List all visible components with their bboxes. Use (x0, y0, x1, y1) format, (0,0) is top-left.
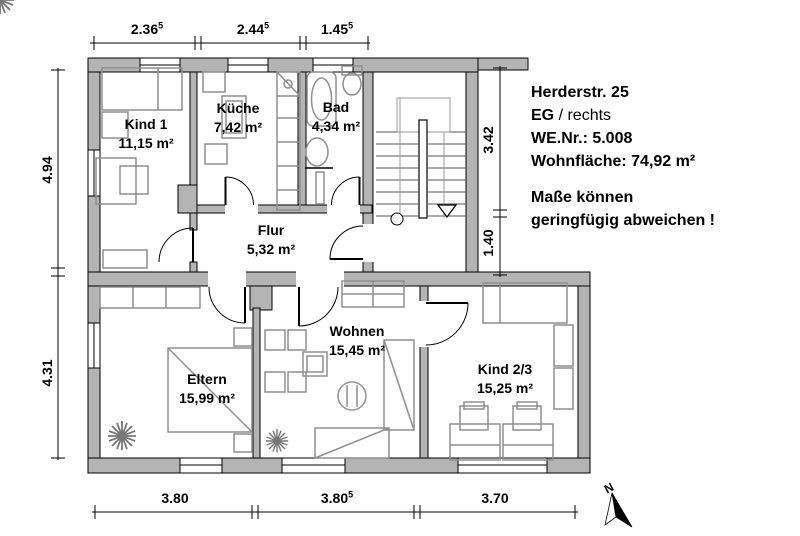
chair-kueche-2 (205, 144, 227, 164)
room-label-wohnen: Wohnen 15,45 m² (328, 323, 386, 358)
wall-stub-eltern-wohnen (250, 286, 272, 310)
desk-kind1 (96, 158, 136, 204)
room-label-kind23: Kind 2/3 15,25 m² (476, 361, 534, 396)
door-eltern (209, 287, 245, 323)
chest-kind1 (103, 250, 147, 268)
dim-chain-bottom (92, 505, 578, 519)
plant-icon (0, 0, 14, 14)
room-label-kind1: Kind 1 11,15 m² (118, 116, 174, 151)
dim-right-1: 3.42 (480, 126, 496, 154)
dim-left-1: 4.94 (39, 156, 55, 184)
info-note-line1: Maße können (531, 189, 634, 206)
stair-down-arrow (438, 205, 456, 217)
wall-right (578, 272, 590, 458)
chair-wohnen-3 (265, 372, 285, 392)
side-table-round (338, 382, 366, 410)
north-label: N (601, 479, 617, 497)
shelf-kind23-2 (554, 368, 573, 409)
door-bad (332, 177, 360, 205)
staircase (376, 98, 466, 225)
furniture-kueche (203, 72, 300, 210)
room-label-flur: Flur 5,32 m² (246, 222, 296, 257)
wall-pier-kind1 (178, 185, 197, 213)
nightstand-eltern-2 (234, 434, 252, 452)
info-floor: EG / rechts (531, 107, 612, 124)
dim-bottom-1: 3.80 (161, 490, 189, 506)
dim-chain-top (90, 36, 370, 50)
chair-wohnen-1 (265, 330, 285, 350)
toilet (343, 73, 361, 95)
wall-left (88, 72, 100, 458)
dim-bottom-3: 3.70 (481, 490, 509, 506)
radiator-bad (316, 172, 324, 204)
room-label-kueche: Küche 7,42 m² (213, 100, 263, 135)
bed-kind1 (102, 68, 182, 110)
chair-wohnen-2 (288, 330, 306, 350)
wall-stairwell-right (466, 72, 478, 272)
dim-top-3: 1.45$^5$ (320, 20, 354, 37)
door-entry (330, 226, 363, 259)
chair-kueche-1 (203, 72, 225, 92)
info-address: Herderstr. 25 (531, 84, 629, 101)
dim-left-2: 4.31 (39, 359, 55, 387)
dim-top-2: 2.44$^5$ (236, 20, 270, 37)
sink-kueche (277, 72, 300, 96)
room-label-bad: Bad 4,34 m² (311, 99, 361, 134)
dim-right-2: 1.40 (480, 229, 496, 257)
plant-eltern (108, 421, 136, 450)
dim-chain-left (51, 68, 65, 460)
door-kueche (226, 177, 254, 205)
chair-kind1 (120, 166, 148, 194)
nightstand-eltern-1 (234, 328, 252, 346)
door-wohnen (299, 287, 338, 326)
north-arrow-icon (605, 493, 632, 527)
dim-top-1: 2.36$^5$ (130, 20, 164, 37)
wall-eltern-wohnen (253, 308, 260, 458)
shelf-kind23-1 (554, 325, 573, 366)
door-kind23 (426, 303, 468, 345)
wall-stub-kind1 (190, 262, 197, 272)
sink-bad (306, 138, 328, 166)
stair-post-circle (391, 213, 403, 225)
furniture-wohnen (265, 281, 414, 458)
dim-bottom-2: 3.80$^5$ (320, 489, 354, 506)
info-note-line2: geringfügig abweichen ! (531, 212, 716, 229)
door-kind1 (159, 228, 193, 262)
plant-wohnen (266, 429, 288, 452)
info-unit-number: WE.Nr.: 5.008 (531, 130, 633, 147)
stair-stringer (419, 120, 427, 218)
bed-kind23 (483, 283, 567, 323)
wardrobe-eltern (100, 287, 200, 308)
room-label-eltern: Eltern 15,99 m² (178, 371, 236, 406)
info-living-area: Wohnfläche: 74,92 m² (531, 153, 696, 170)
